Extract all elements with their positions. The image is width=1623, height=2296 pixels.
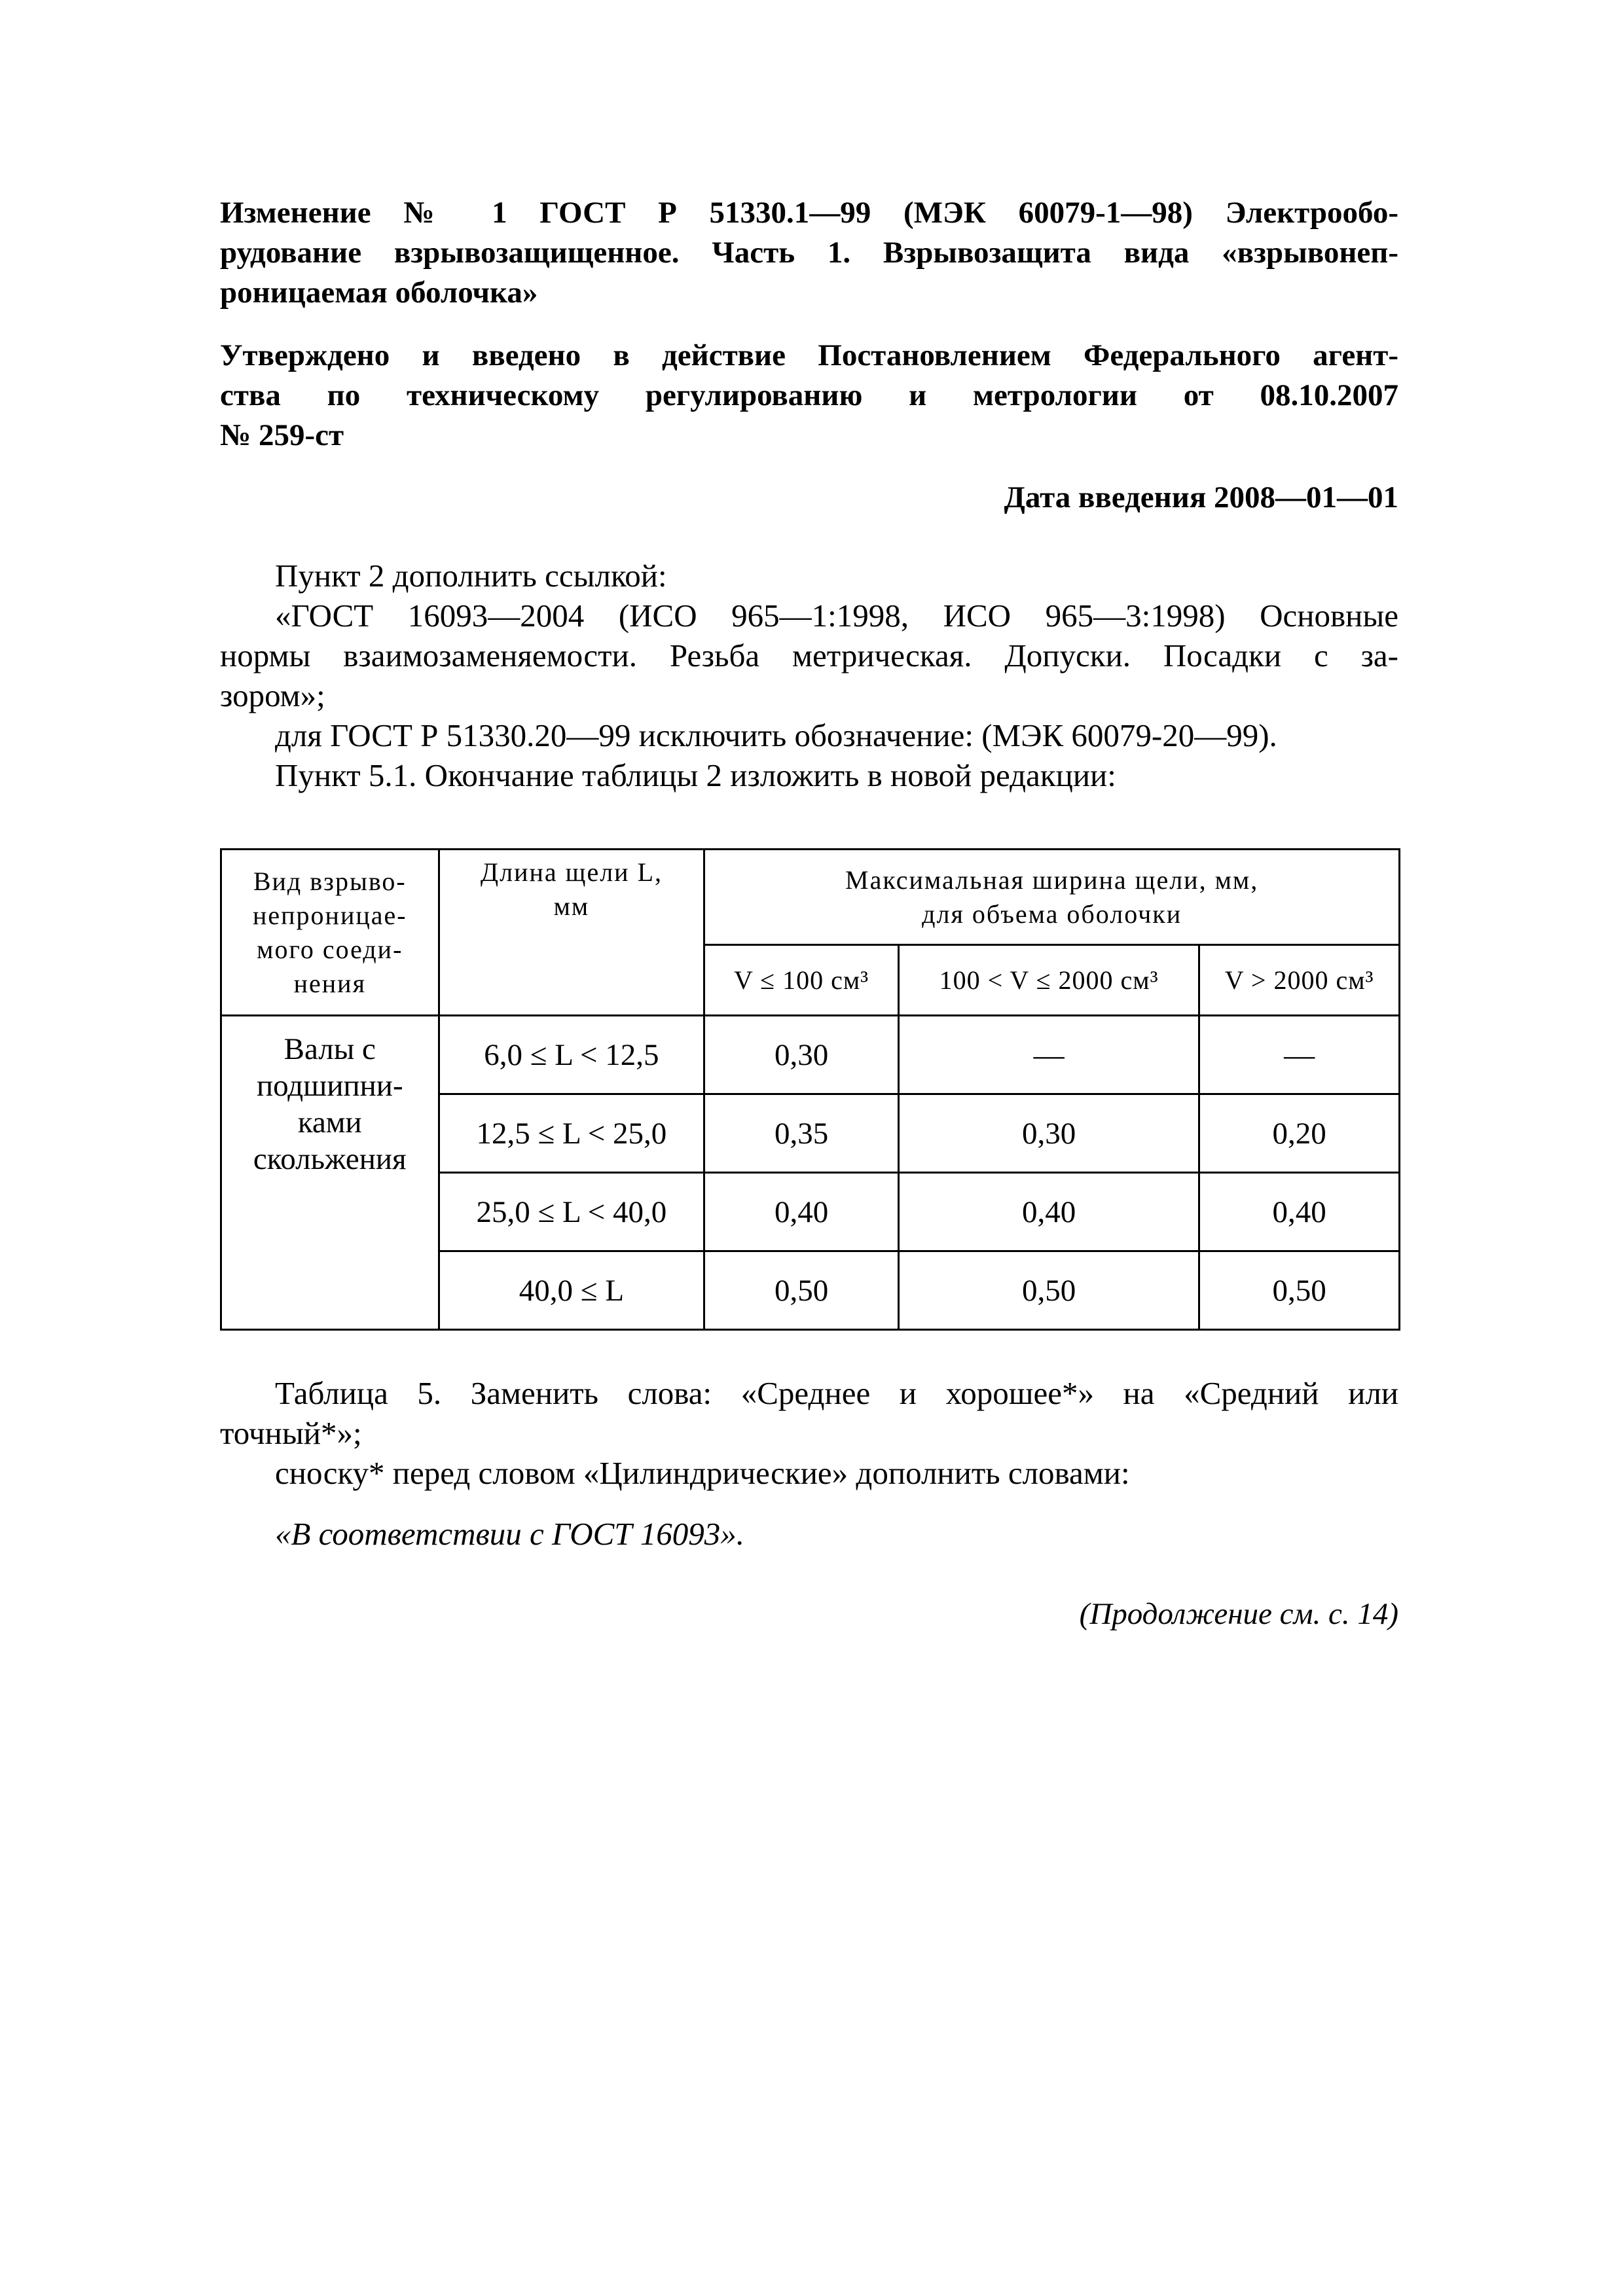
header-gap-length: Длина щели L, мм — [439, 850, 704, 1016]
reference-paragraph — [220, 596, 1398, 715]
paragraph-line: нормы взаимозаменяемости. Резьба метрическая. Допуски. Посадки с за- — [220, 637, 1398, 673]
cell-length: 40,0 ≤ L — [439, 1251, 704, 1330]
paragraph-line: точный*»; — [220, 1415, 362, 1451]
paragraph: для ГОСТ Р 51330.20—99 исключить обозначение: (МЭК 60079-20—99). — [275, 717, 1277, 753]
title-line: Изменение № 1 ГОСТ Р 51330.1—99 (МЭК 60079-1—98) Электрообо- — [220, 196, 1398, 230]
header-joint-type: Вид взрыво- непроницае- мого соеди- нения — [221, 850, 439, 1016]
cell-value: 0,40 — [1199, 1173, 1400, 1251]
paragraph: Пункт 5.1. Окончание таблицы 2 изложить в новой редакции: — [275, 757, 1116, 793]
cell-value: 0,40 — [704, 1173, 899, 1251]
table-row — [221, 1016, 1400, 1094]
cell-length: 12,5 ≤ L < 25,0 — [439, 1094, 704, 1173]
cell-value: 0,50 — [1199, 1251, 1400, 1330]
paragraph: Пункт 2 дополнить ссылкой: — [275, 558, 667, 594]
cell-value: 0,50 — [898, 1251, 1199, 1330]
paragraph-line: «ГОСТ 16093—2004 (ИСО 965—1:1998, ИСО 965—3:1998) Основные — [275, 598, 1398, 634]
cell-value: 0,30 — [704, 1016, 899, 1094]
cell-value: 0,20 — [1199, 1094, 1400, 1173]
amendment-title — [220, 193, 1398, 313]
inserted-wording: «В соответствии с ГОСТ 16093». — [275, 1516, 745, 1552]
header-max-gap-width: Максимальная ширина щели, мм, для объема оболочки — [704, 850, 1400, 945]
cell-value: — — [898, 1016, 1199, 1094]
approval-statement — [220, 336, 1398, 456]
effective-date: Дата введения 2008—01—01 — [1004, 480, 1398, 514]
header-volume-1: V ≤ 100 см³ — [704, 945, 899, 1016]
row-label-shafts: Валы с подшипни- ками скольжения — [221, 1016, 439, 1330]
cell-length: 25,0 ≤ L < 40,0 — [439, 1173, 704, 1251]
header-volume-3: V > 2000 см³ — [1199, 945, 1400, 1016]
approval-line: № 259-ст — [220, 418, 344, 452]
cell-length: 6,0 ≤ L < 12,5 — [439, 1016, 704, 1094]
cell-value: 0,35 — [704, 1094, 899, 1173]
cell-value: 0,50 — [704, 1251, 899, 1330]
paragraph-line: зором»; — [220, 677, 325, 713]
title-line: роницаемая оболочка» — [220, 276, 538, 310]
amendment-body — [220, 556, 1398, 795]
cell-value: — — [1199, 1016, 1400, 1094]
gap-width-table — [220, 848, 1400, 1331]
continuation-note: (Продолжение см. с. 14) — [1079, 1597, 1398, 1631]
approval-line: Утверждено и введено в действие Постановлением Федерального агент- — [220, 338, 1398, 372]
cell-value: 0,30 — [898, 1094, 1199, 1173]
header-volume-2: 100 < V ≤ 2000 см³ — [898, 945, 1199, 1016]
amendment-footer-text — [220, 1373, 1398, 1554]
cell-value: 0,40 — [898, 1173, 1199, 1251]
title-line: рудование взрывозащищенное. Часть 1. Взрывозащита вида «взрывонеп- — [220, 236, 1398, 270]
paragraph-line: Таблица 5. Заменить слова: «Среднее и хорошее*» на «Средний или — [275, 1375, 1398, 1411]
paragraph: сноску* перед словом «Цилиндрические» дополнить словами: — [275, 1455, 1130, 1491]
approval-line: ства по техническому регулированию и метрологии от 08.10.2007 — [220, 378, 1398, 412]
